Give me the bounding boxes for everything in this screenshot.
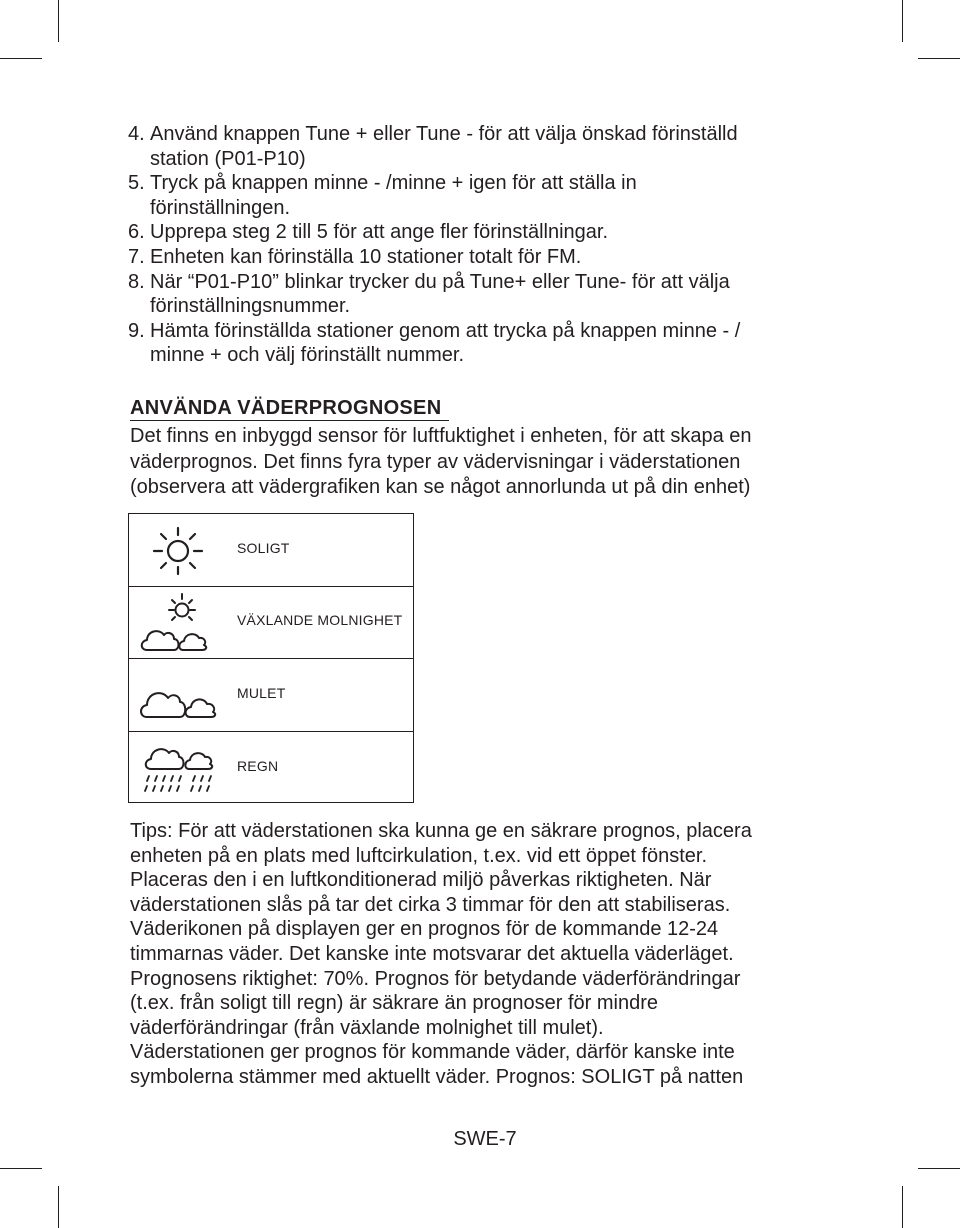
table-row: [129, 586, 413, 659]
paragraph-line: Väderstationen ger prognos för kommande väder, därför kanske inte: [130, 1041, 735, 1064]
paragraph-line: (t.ex. från soligt till regn) är säkrare än prognoser för mindre: [130, 992, 658, 1015]
crop-mark: [918, 1168, 960, 1169]
sun-cloud-icon: [135, 590, 221, 656]
paragraph-line: Prognosens riktighet: 70%. Prognos för betydande väderförändringar: [130, 967, 741, 990]
step-text: När “P01-P10” blinkar trycker du på Tune+ eller Tune- för att välja: [150, 270, 730, 293]
weather-icon-table: [128, 513, 414, 803]
step-number: 9.: [128, 319, 145, 342]
table-row: [129, 514, 413, 587]
step-text: station (P01-P10): [150, 147, 306, 170]
step-text: Hämta förinställda stationer genom att trycka på knappen minne - /: [150, 319, 741, 342]
crop-mark: [902, 1186, 903, 1228]
step-number: 8.: [128, 270, 145, 293]
weather-label: REGN: [237, 758, 279, 774]
crop-mark: [58, 0, 59, 42]
list-item: [128, 220, 828, 245]
paragraph-line: väderprognos. Det finns fyra typer av vädervisningar i väderstationen: [130, 450, 741, 473]
paragraph-line: Placeras den i en luftkonditionerad miljö påverkas riktigheten. När: [130, 869, 712, 892]
weather-label: SOLIGT: [237, 540, 290, 556]
paragraph-line: väderstationen slås på tar det cirka 3 timmar för den att stabiliseras.: [130, 893, 731, 916]
intro-paragraph: [130, 424, 840, 501]
step-text: Upprepa steg 2 till 5 för att ange fler förinställningar.: [150, 221, 609, 244]
paragraph-line: Väderikonen på displayen ger en prognos för de kommande 12-24: [130, 918, 719, 941]
paragraph-line: Det finns en inbyggd sensor för luftfuktighet i enheten, för att skapa en: [130, 425, 752, 447]
rain-icon: [135, 736, 221, 802]
paragraph-line: enheten på en plats med luftcirkulation, t.ex. vid ett öppet fönster.: [130, 844, 708, 867]
paragraph-line: symbolerna stämmer med aktuellt väder. Prognos: SOLIGT på natten: [130, 1065, 744, 1088]
list-item: [128, 171, 828, 220]
list-item: [128, 270, 828, 319]
list-item: [128, 245, 828, 270]
step-text: minne + och välj förinställt nummer.: [150, 344, 465, 367]
table-row: [129, 732, 413, 804]
paragraph-line: (observera att vädergrafiken kan se något annorlunda ut på din enhet): [130, 476, 751, 498]
weather-label: VÄXLANDE MOLNIGHET: [237, 612, 403, 628]
paragraph-line: timmarnas väder. Det kanske inte motsvarar det aktuella väderläget.: [130, 942, 734, 965]
step-text: Använd knappen Tune + eller Tune - för att välja önskad förinställd: [150, 123, 738, 145]
list-item: [128, 319, 828, 368]
step-number: 5.: [128, 172, 145, 195]
section-heading: ANVÄNDA VÄDERPROGNOSEN: [130, 396, 449, 421]
step-text: Enheten kan förinställa 10 stationer totalt för FM.: [150, 245, 582, 268]
crop-mark: [902, 0, 903, 42]
step-text: Tryck på knappen minne - /minne + igen för att ställa in: [150, 172, 637, 195]
table-row: [129, 659, 413, 732]
step-number: 7.: [128, 245, 145, 268]
step-text: förinställningsnummer.: [150, 295, 351, 318]
crop-mark: [0, 1168, 42, 1169]
paragraph-line: Tips: För att väderstationen ska kunna ge en säkrare prognos, placera: [130, 820, 752, 842]
tips-paragraph: [130, 819, 850, 1090]
step-number: 4.: [128, 123, 145, 145]
cloud-icon: [135, 663, 221, 729]
sun-icon: [135, 518, 221, 584]
steps-list: [128, 122, 828, 368]
weather-label: MULET: [237, 685, 286, 701]
page-number: SWE-7: [453, 1128, 517, 1150]
crop-mark: [58, 1186, 59, 1228]
step-number: 6.: [128, 221, 145, 244]
crop-mark: [0, 58, 42, 59]
list-item: [128, 122, 828, 171]
step-text: förinställningen.: [150, 196, 291, 219]
paragraph-line: väderförändringar (från växlande molnighet till mulet).: [130, 1016, 604, 1039]
crop-mark: [918, 58, 960, 59]
